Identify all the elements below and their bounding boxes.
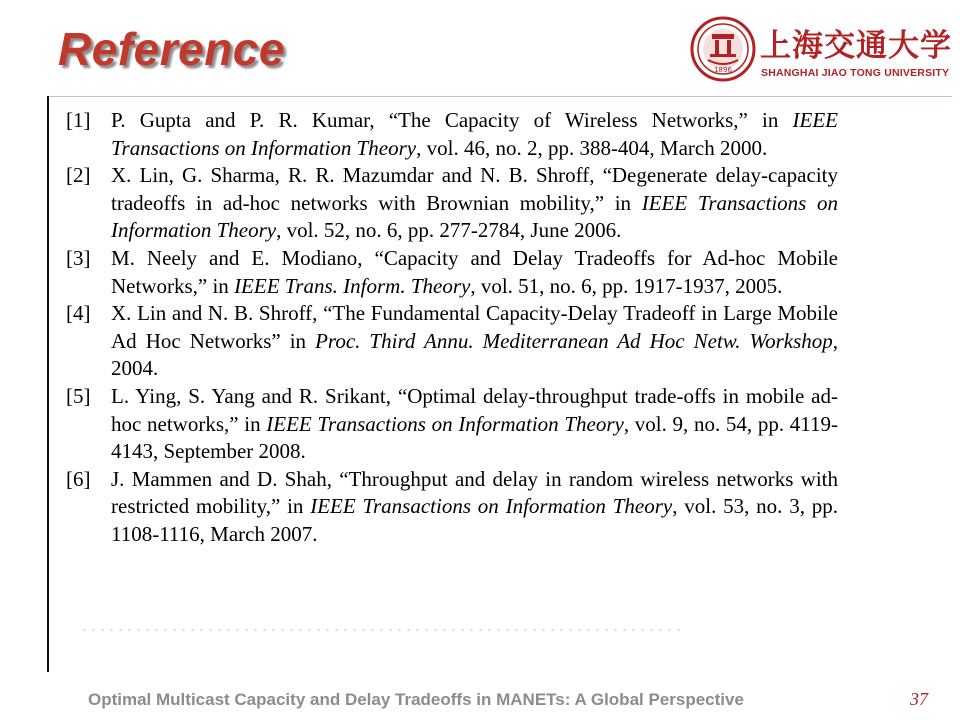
- slide-title: Reference: [58, 23, 285, 75]
- reference-text: P. Gupta and P. R. Kumar, “The Capacity of Wireless Networks,” in IEEE Transactions on Information Theory, vol. 46, no. 2, pp. 388-404, March 2000.: [111, 108, 838, 160]
- reference-number: [5]: [66, 383, 91, 408]
- reference-item: [66, 245, 838, 300]
- page-number: 37: [910, 689, 928, 709]
- university-seal-icon: [690, 16, 756, 82]
- reference-text: X. Lin, G. Sharma, R. R. Mazumdar and N. B. Shroff, “Degenerate delay-capacity tradeoffs in ad-hoc networks with Brownian mobility,” in IEEE Transactions on Information Theory, vol. 52, no. 6, pp. 277-2784, June 2006.: [111, 163, 838, 243]
- cropped-text-remnant: [80, 628, 680, 632]
- reference-number: [6]: [66, 466, 91, 491]
- reference-text: L. Ying, S. Yang and R. Srikant, “Optimal delay-throughput trade-offs in mobile ad-hoc networks,” in IEEE Transactions on Information Theory, vol. 9, no. 54, pp. 4119-4143, September 2008.: [111, 383, 838, 464]
- reference-item: [66, 383, 838, 466]
- university-english-name: SHANGHAI JIAO TONG UNIVERSITY: [761, 67, 950, 79]
- reference-number: [2]: [66, 163, 91, 188]
- reference-list: [66, 107, 838, 549]
- reference-text: X. Lin and N. B. Shroff, “The Fundamental Capacity-Delay Tradeoff in Large Mobile Ad Hoc Networks” in Proc. Third Annu. Mediterranean Ad Hoc Netw. Workshop, 2004.: [111, 301, 838, 381]
- reference-item: [66, 162, 838, 245]
- header-rule: [48, 96, 952, 97]
- reference-item: [66, 466, 838, 549]
- university-chinese-name: 上海交通大学: [760, 28, 952, 64]
- reference-item: [66, 107, 838, 162]
- reference-number: [3]: [66, 245, 91, 270]
- reference-text: M. Neely and E. Modiano, “Capacity and Delay Tradeoffs for Ad-hoc Mobile Networks,” in IEEE Trans. Inform. Theory, vol. 51, no. 6, pp. 1917-1937, 2005.: [111, 245, 838, 298]
- reference-text: J. Mammen and D. Shah, “Throughput and delay in random wireless networks with restricted mobility,” in IEEE Transactions on Information Theory, vol. 53, no. 3, pp. 1108-1116, March 2007.: [111, 466, 838, 546]
- university-logo: [690, 16, 952, 86]
- reference-number: [4]: [66, 301, 91, 326]
- reference-number: [1]: [66, 108, 91, 132]
- reference-item: [66, 300, 838, 383]
- footer-title: Optimal Multicast Capacity and Delay Tradeoffs in MANETs: A Global Perspective: [88, 690, 744, 709]
- seal-year: 1896: [714, 66, 732, 74]
- left-border-line: [47, 96, 49, 672]
